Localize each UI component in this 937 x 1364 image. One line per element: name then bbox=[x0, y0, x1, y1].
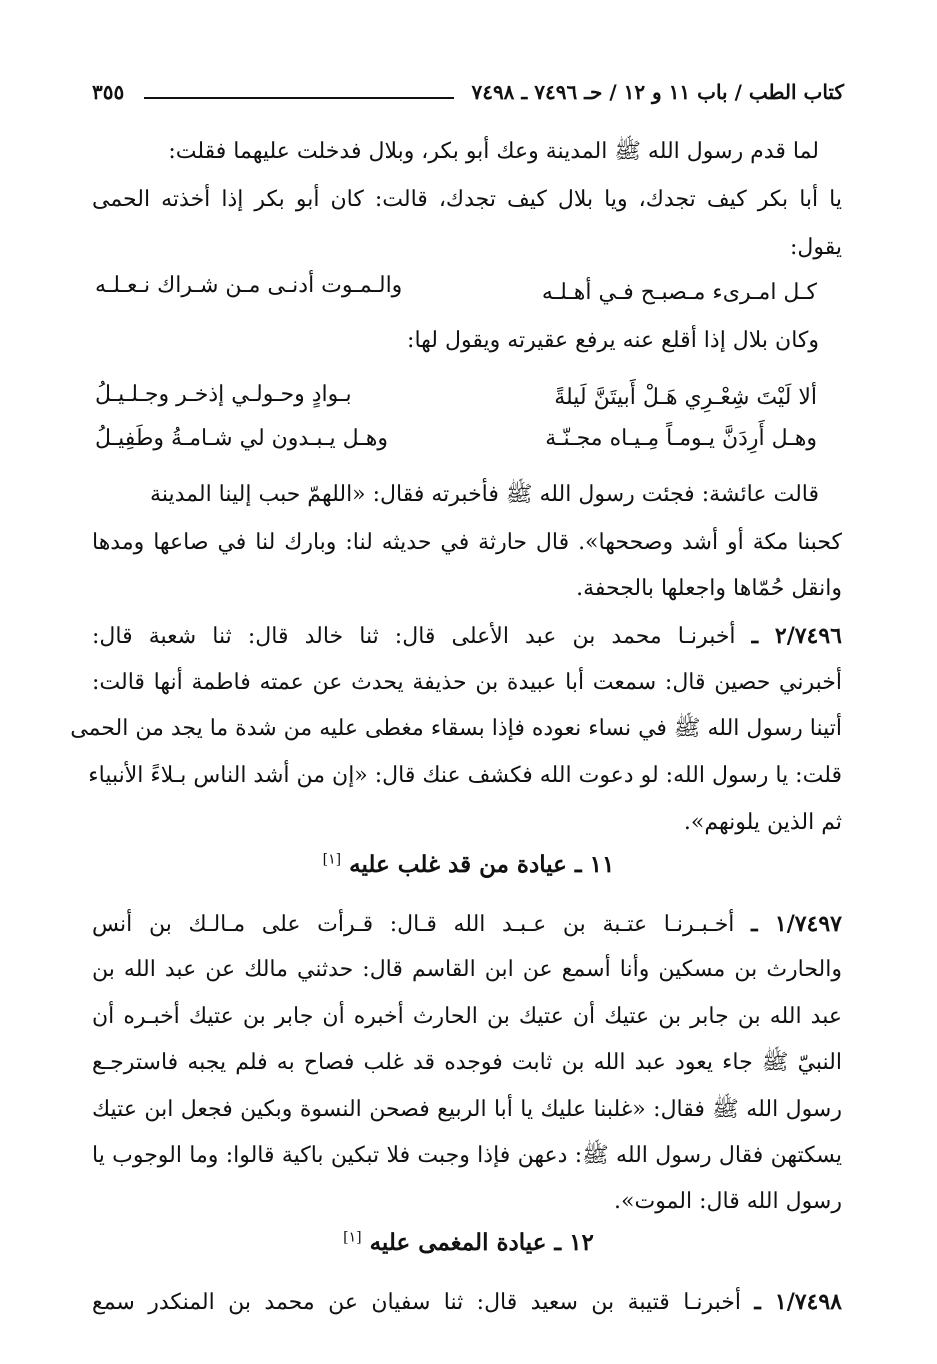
verse-hemistich-right: وهـل أَرِدَنَّ يـومـاً مِـيـاه مجـنّـة bbox=[545, 426, 817, 451]
text-line: يقول: bbox=[789, 235, 842, 260]
text-line: أتينا رسول الله ﷺ في نساء نعوده فإذا بسقاء مغطى عليه من شدة ما يجد من الحمى bbox=[70, 716, 842, 741]
running-title: كتاب الطب / باب ١١ و ١٢ / حـ ٧٤٩٦ ـ ٧٤٩٨ bbox=[471, 80, 844, 104]
text-line: أخبرني حصين قال: سمعت أبا عبيدة بن حذيفة يحدث عن عمته فاطمة أنها قالت: bbox=[92, 670, 842, 695]
text-line: يسكتهن فقال رسول الله ﷺ: دعهن فإذا وجبت فلا تبكين باكية قالوا: وما الوجوب يا bbox=[92, 1143, 842, 1168]
hadith-number: ١/٧٤٩٨ ـ bbox=[754, 1289, 842, 1315]
text-line: رسول الله قال: الموت». bbox=[614, 1189, 842, 1214]
running-header bbox=[92, 80, 844, 114]
text-line: كحبنا مكة أو أشد وصححها». قال حارثة في حديثه لنا: وبارك لنا في صاعها ومدها bbox=[92, 530, 842, 555]
hadith-text: أخـبـرنـا عتـبة بن عـبـد الله قـال: قـرأت على مـالـك بن أنس bbox=[92, 912, 735, 937]
verse-hemistich-left: بـوادٍ وحـولـي إذخـر وجـلـيـلُ bbox=[95, 382, 352, 407]
verse-hemistich-right: ألا لَيْتَ شِعْـرِي هَـلْ أَبيتَنَّ لَيلةً bbox=[554, 385, 817, 410]
chapter-heading-text: ١٢ ـ عيادة المغمى عليه bbox=[369, 1229, 594, 1256]
text-line: والحارث بن مسكين وأنا أسمع عن ابن القاسم قال: حدثني مالك عن عبد الله بن bbox=[92, 957, 842, 982]
text-line: وانقل حُمّاها واجعلها بالجحفة. bbox=[576, 576, 842, 601]
hadith-line bbox=[92, 909, 842, 940]
verse-hemistich-left: وهـل يـبـدون لي شـامـةُ وطَفِيـلُ bbox=[95, 426, 388, 451]
text-line: ثم الذين يلونهم». bbox=[683, 810, 842, 835]
text-line: قالت عائشة: فجئت رسول الله ﷺ فأخبرته فقال: «اللهمّ حبب إلينا المدينة bbox=[150, 482, 819, 507]
text-line: لما قدم رسول الله ﷺ المدينة وعك أبو بكر، وبلال فدخلت عليهما فقلت: bbox=[168, 139, 819, 164]
footnote-marker: [١] bbox=[322, 851, 342, 868]
page-number: ٣٥٥ bbox=[92, 80, 125, 104]
chapter-heading bbox=[0, 851, 937, 878]
verse-hemistich-left: والـمـوت أدنـى مـن شـراك نـعـلـه bbox=[95, 273, 403, 298]
chapter-heading-text: ١١ ـ عيادة من قد غلب عليه bbox=[349, 851, 615, 878]
header-rule bbox=[144, 97, 454, 99]
hadith-line bbox=[92, 1287, 842, 1318]
footnote-marker: [١] bbox=[343, 1229, 362, 1246]
hadith-number: ٢/٧٤٩٦ ـ bbox=[751, 623, 842, 649]
hadith-text: أخبرنـا محمد بن عبد الأعلى قال: ثنا خالد قال: ثنا شعبة قال: bbox=[92, 624, 736, 649]
text-line: عبد الله بن جابر بن عتيك أن عتيك بن الحارث أخبره أن جابر بن عتيك أخبـره أن bbox=[92, 1004, 842, 1029]
hadith-number: ١/٧٤٩٧ ـ bbox=[751, 911, 842, 937]
verse-hemistich-right: كـل امـرىء مـصبـح فـي أهـلـه bbox=[541, 280, 817, 305]
text-line: يا أبا بكر كيف تجدك، ويا بلال كيف تجدك، قالت: كان أبو بكر إذا أخذته الحمى bbox=[92, 187, 842, 212]
text-line: رسول الله ﷺ فقال: «غلبنا عليك يا أبا الربيع فصحن النسوة وبكين فجعل ابن عتيك bbox=[92, 1097, 842, 1122]
hadith-text: أخبرنـا قتيبة بن سعيد قال: ثنا سفيان عن محمد بن المنكدر سمع bbox=[92, 1290, 741, 1315]
text-line: وكان بلال إذا أقلع عنه يرفع عقيرته ويقول لها: bbox=[407, 328, 819, 353]
text-line: قلت: يا رسول الله: لو دعوت الله فكشف عنك قال: «إن من أشد الناس بـلاءً الأنبياء bbox=[88, 763, 842, 788]
chapter-heading bbox=[0, 1229, 937, 1256]
hadith-line bbox=[92, 621, 842, 652]
text-line: النبيّ ﷺ جاء يعود عبد الله بن ثابت فوجده قد غلب فصاح به فلم يجبه فاسترجـع bbox=[92, 1050, 842, 1075]
